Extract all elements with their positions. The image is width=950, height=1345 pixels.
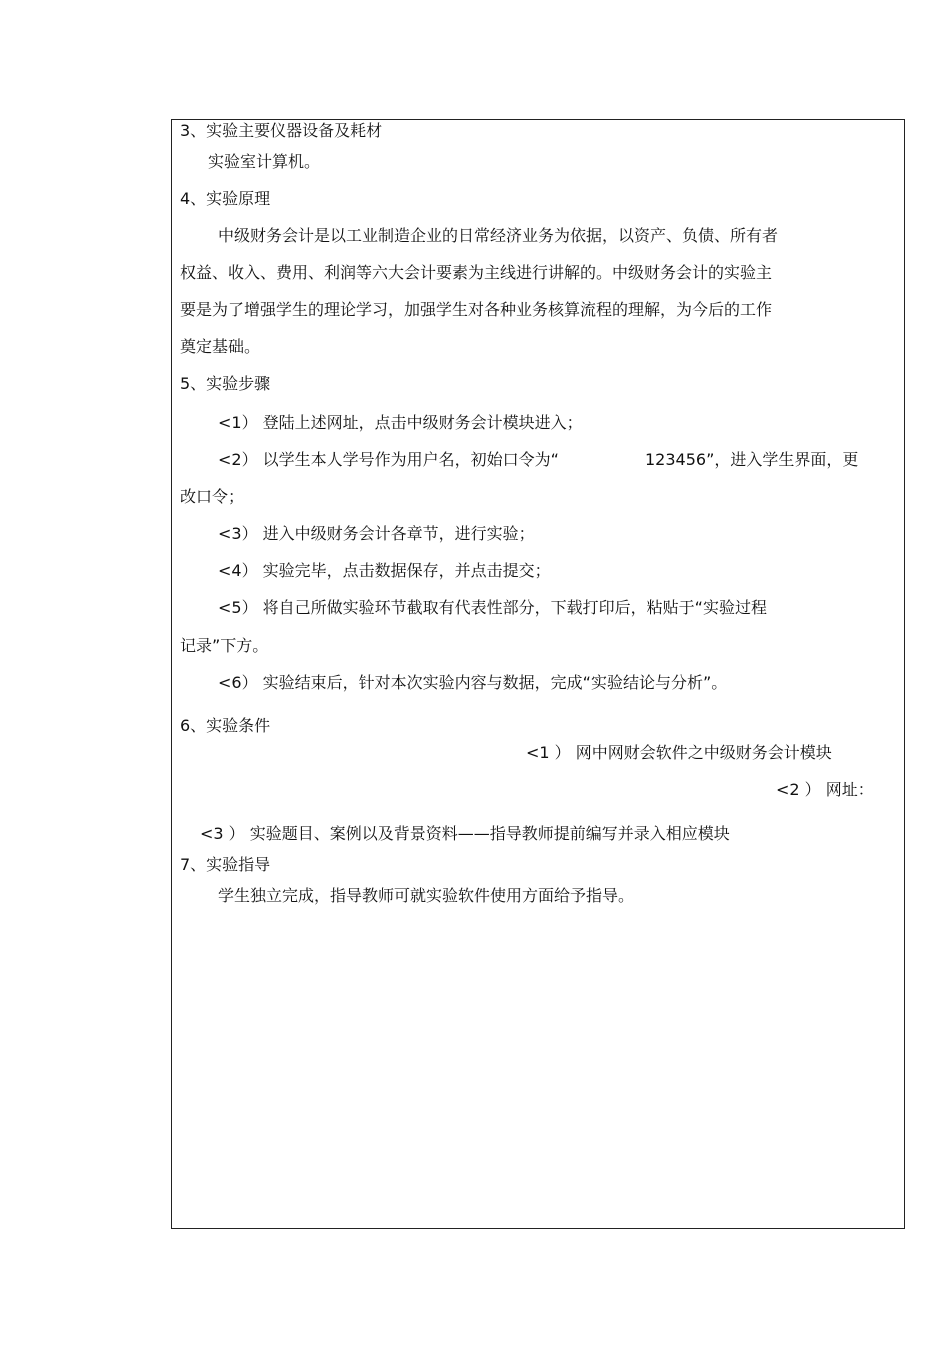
step-2-part-c: 改口令；: [180, 487, 245, 506]
step-4: <4） 实验完毕，点击数据保存，并点击提交；: [218, 561, 551, 580]
step-1: <1） 登陆上述网址，点击中级财务会计模块进入；: [218, 413, 583, 432]
condition-1: <1 ） 网中网财会软件之中级财务会计模块: [526, 743, 832, 762]
step-5-part-a: <5） 将自己所做实验环节截取有代表性部分，下载打印后，粘贴于“实验过程: [218, 598, 767, 617]
section-3-body: 实验室计算机。: [208, 152, 321, 171]
condition-2: <2 ） 网址：: [776, 780, 874, 799]
section-7-title: 7、实验指导: [180, 855, 271, 874]
step-2-part-b: 123456”，进入学生界面，更: [645, 450, 859, 469]
section-4-line-4: 奠定基础。: [180, 337, 261, 356]
section-4-line-3: 要是为了增强学生的理论学习，加强学生对各种业务核算流程的理解，为今后的工作: [180, 300, 773, 319]
condition-3: <3 ） 实验题目、案例以及背景资料——指导教师提前编写并录入相应模块: [200, 824, 730, 843]
section-4-line-1: 中级财务会计是以工业制造企业的日常经济业务为依据，以资产、负债、所有者: [218, 226, 779, 245]
section-4-title: 4、实验原理: [180, 189, 271, 208]
step-5-part-b: 记录”下方。: [180, 636, 269, 655]
section-7-body: 学生独立完成，指导教师可就实验软件使用方面给予指导。: [218, 886, 635, 905]
section-3-title: 3、实验主要仪器设备及耗材: [180, 121, 383, 140]
section-6-title: 6、实验条件: [180, 716, 271, 735]
step-6: <6） 实验结束后，针对本次实验内容与数据，完成“实验结论与分析”。: [218, 673, 728, 692]
step-2-part-a: <2） 以学生本人学号作为用户名，初始口令为“: [218, 450, 559, 469]
section-5-title: 5、实验步骤: [180, 374, 271, 393]
section-4-line-2: 权益、收入、费用、利润等六大会计要素为主线进行讲解的。中级财务会计的实验主: [180, 263, 773, 282]
step-3: <3） 进入中级财务会计各章节，进行实验；: [218, 524, 535, 543]
